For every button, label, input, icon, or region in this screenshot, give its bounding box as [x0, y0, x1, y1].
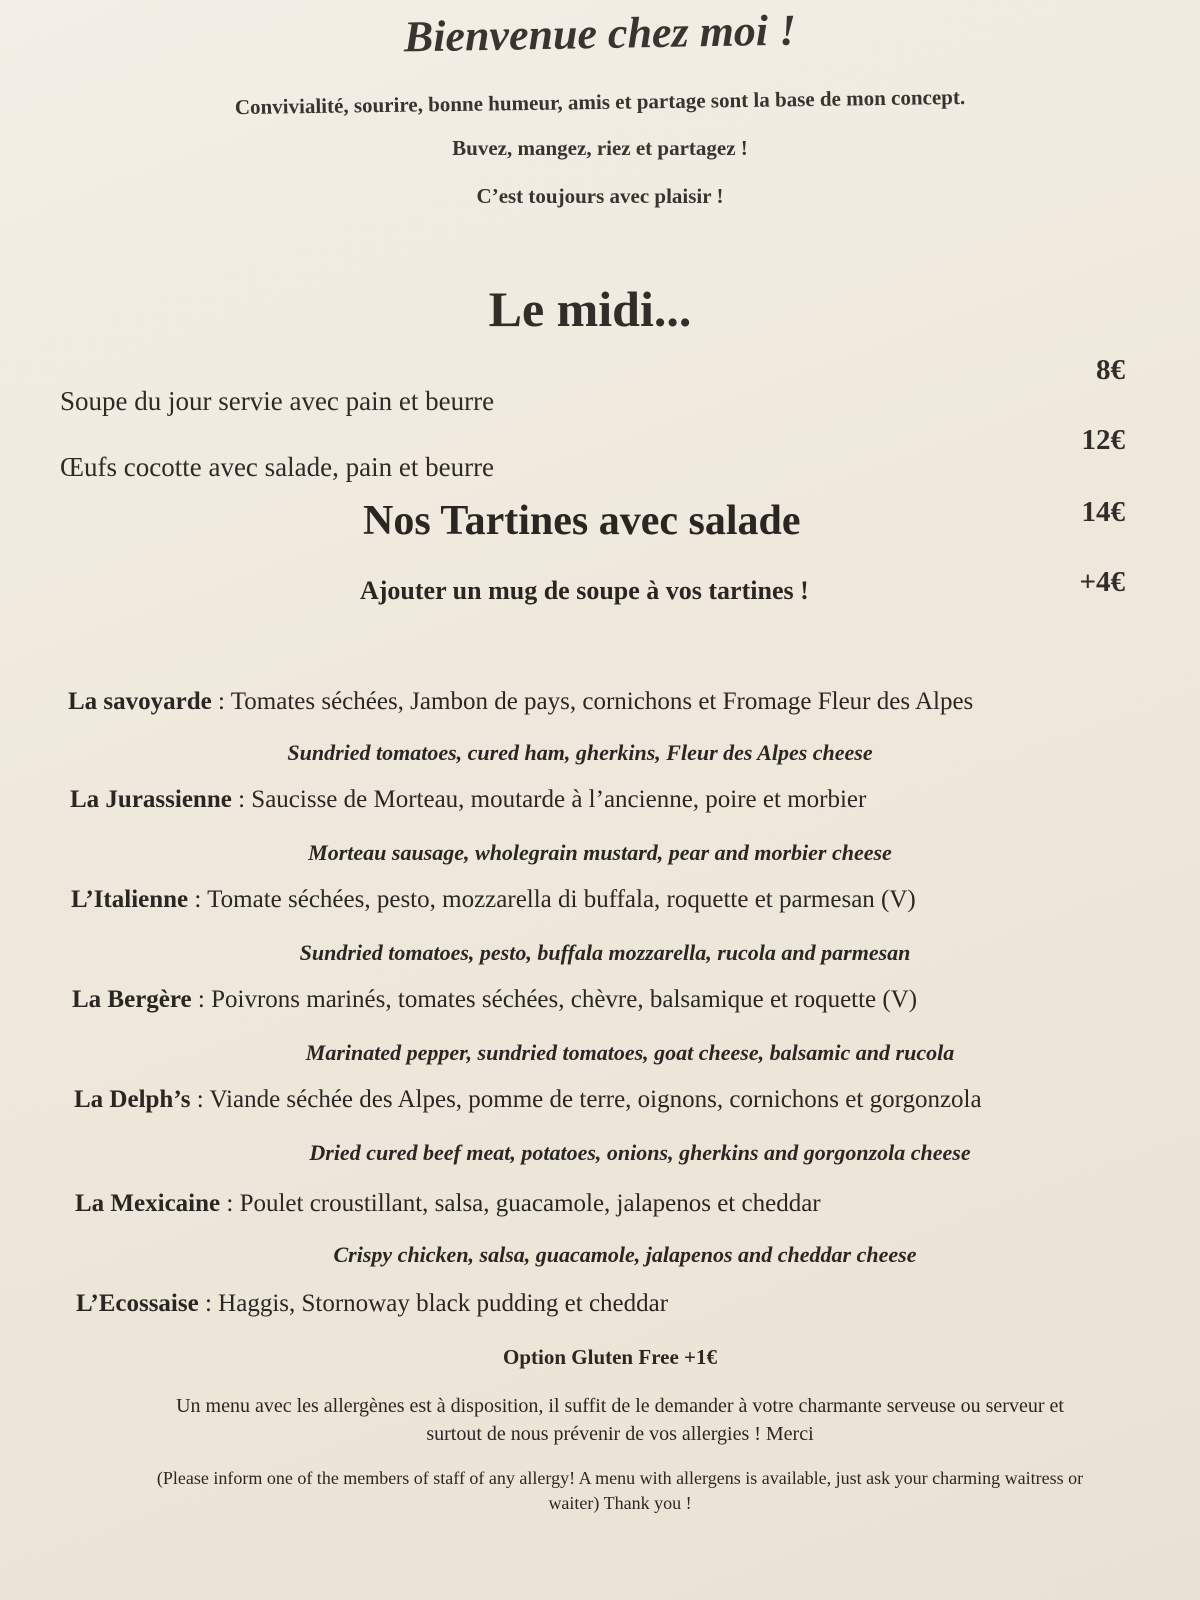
- allergens-note-fr-line-2: surtout de nous prévenir de vos allergies ! Merci: [426, 1423, 814, 1445]
- tartine-name: La Delph’s: [74, 1086, 191, 1113]
- section-title-midi: Le midi...: [488, 281, 692, 337]
- price-add-soup: +4€: [1079, 566, 1125, 598]
- separator: :: [191, 986, 212, 1013]
- tartine-en: Sundried tomatoes, cured ham, gherkins, Fleur des Alpes cheese: [287, 740, 873, 765]
- tartine-en: Morteau sausage, wholegrain mustard, pear and morbier cheese: [308, 840, 892, 865]
- allergens-note-en-line-1: (Please inform one of the members of staff of any allergy! A menu with allergens is available, just ask your charming waitress or: [156, 1468, 1084, 1488]
- tartine-en: Dried cured beef meat, potatoes, onions, gherkins and gorgonzola cheese: [309, 1140, 971, 1165]
- midi-item-soupe: Soupe du jour servie avec pain et beurre: [60, 386, 495, 416]
- tartine-ingredients: Viande séchée des Alpes, pomme de terre, oignons, cornichons et gorgonzola: [209, 1086, 982, 1113]
- tartine-ingredients: Haggis, Stornoway black pudding et cheddar: [218, 1290, 669, 1317]
- tartine-fr: [72, 986, 917, 1014]
- separator: :: [190, 1086, 210, 1113]
- separator: :: [188, 886, 208, 913]
- tartine-fr: [76, 1290, 668, 1318]
- tartine-name: La Jurassienne: [70, 786, 232, 813]
- tartine-fr: [68, 688, 973, 716]
- tartine-name: La Mexicaine: [75, 1190, 221, 1217]
- tartine-fr: [71, 886, 916, 914]
- separator: :: [231, 786, 252, 813]
- midi-item-oeufs: Œufs cocotte avec salade, pain et beurre: [60, 452, 495, 482]
- add-soup-label: Ajouter un mug de soupe à vos tartines !: [360, 576, 809, 605]
- price-tartines: 14€: [1081, 496, 1125, 528]
- separator: :: [211, 688, 231, 715]
- section-title-tartines: Nos Tartines avec salade: [363, 498, 801, 544]
- gluten-free-option: Option Gluten Free +1€: [503, 1345, 717, 1369]
- tartine-ingredients: Poivrons marinés, tomates séchées, chèvre, balsamique et roquette (V): [211, 986, 918, 1013]
- tartine-ingredients: Tomate séchées, pesto, mozzarella di buffala, roquette et parmesan (V): [207, 886, 916, 913]
- allergens-note-en: [50, 1466, 1190, 1516]
- tartine-ingredients: Tomates séchées, Jambon de pays, cornichons et Fromage Fleur des Alpes: [230, 688, 974, 715]
- intro-line-3: C’est toujours avec plaisir !: [476, 184, 724, 208]
- intro-line-1: Convivialité, sourire, bonne humeur, amis et partage sont la base de mon concept.: [234, 84, 966, 120]
- tartine-name: L’Ecossaise: [76, 1290, 199, 1317]
- intro-line-2: Buvez, mangez, riez et partagez !: [452, 136, 748, 160]
- price-oeufs: 12€: [1081, 424, 1125, 456]
- tartine-name: La savoyarde: [68, 688, 212, 715]
- tartine-name: La Bergère: [72, 986, 192, 1013]
- price-soupe: 8€: [1096, 354, 1125, 386]
- tartine-en: Marinated pepper, sundried tomatoes, goat cheese, balsamic and rucola: [305, 1040, 955, 1065]
- separator: :: [220, 1190, 240, 1217]
- tartine-en: Sundried tomatoes, pesto, buffala mozzarella, rucola and parmesan: [299, 940, 911, 965]
- allergens-note-en-line-2: waiter) Thank you !: [548, 1493, 692, 1513]
- allergens-note-fr: [60, 1392, 1180, 1448]
- tartine-fr: [75, 1190, 821, 1218]
- tartine-fr: [74, 1086, 982, 1114]
- allergens-note-fr-line-1: Un menu avec les allergènes est à disposition, il suffit de le demander à votre charmante serveuse ou serveur et: [176, 1395, 1064, 1417]
- tartine-ingredients: Poulet croustillant, salsa, guacamole, jalapenos et cheddar: [239, 1190, 821, 1217]
- separator: :: [198, 1290, 219, 1317]
- tartine-en: Crispy chicken, salsa, guacamole, jalapenos and cheddar cheese: [333, 1242, 917, 1267]
- menu-title: Bienvenue chez moi !: [403, 5, 797, 62]
- tartine-fr: [70, 786, 866, 814]
- tartine-ingredients: Saucisse de Morteau, moutarde à l’ancienne, poire et morbier: [251, 786, 867, 813]
- tartine-name: L’Italienne: [71, 886, 189, 913]
